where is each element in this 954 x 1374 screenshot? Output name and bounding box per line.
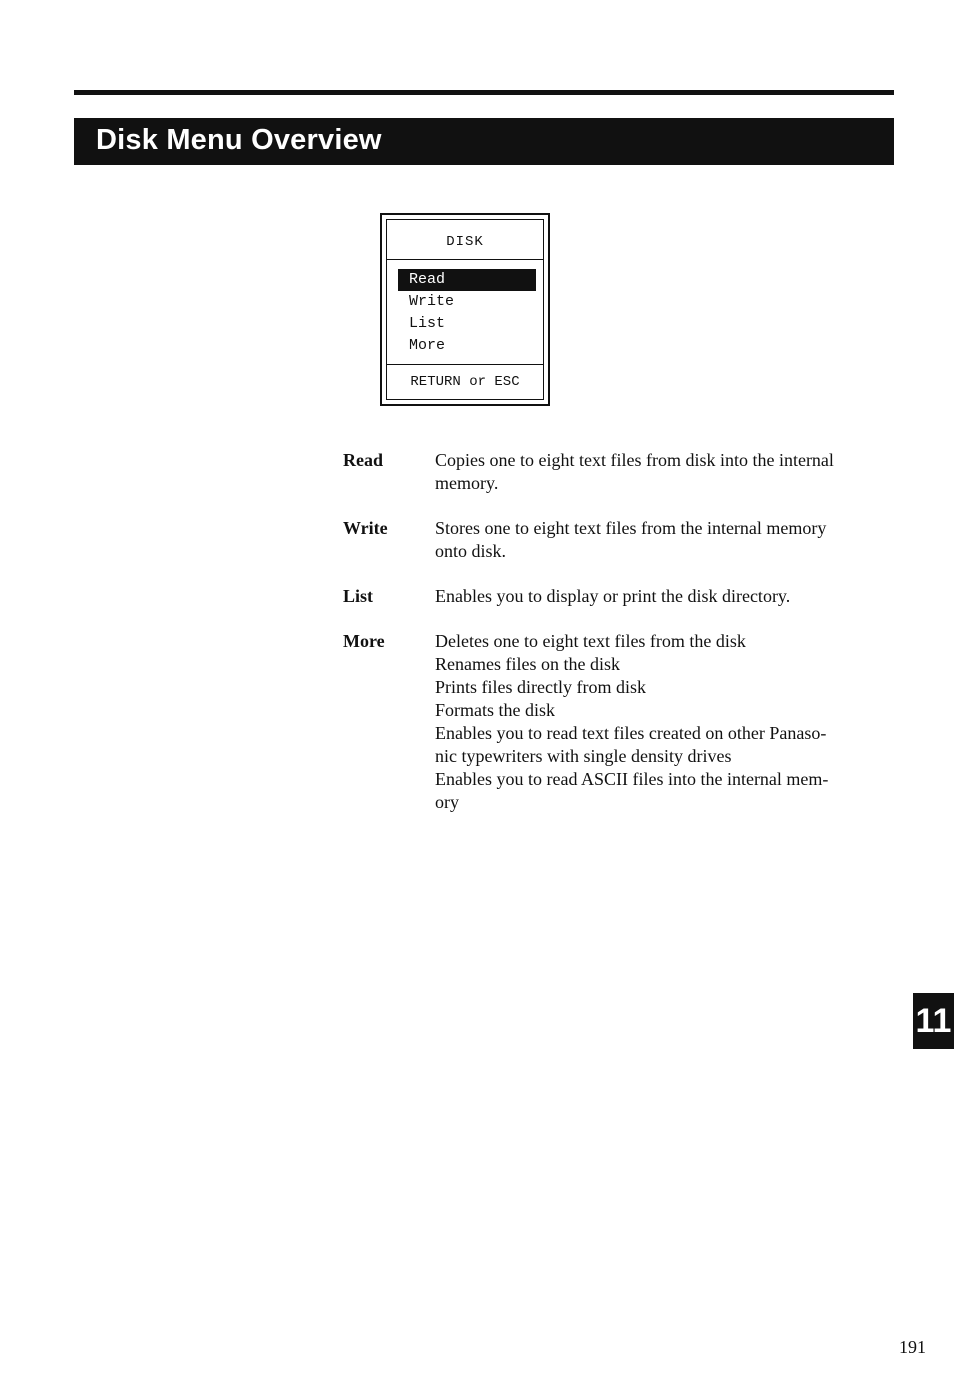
description-line: Deletes one to eight text files from the disk	[435, 631, 746, 651]
definition-term: More	[343, 631, 385, 651]
menu-item-read: Read	[398, 269, 536, 291]
menu-item-write: Write	[409, 293, 455, 310]
disk-menu-items	[398, 269, 536, 357]
description-line: Prints files directly from disk	[435, 677, 646, 697]
disk-menu-title: DISK	[446, 234, 484, 250]
definition-description	[435, 517, 898, 563]
chapter-tab: 11	[913, 993, 954, 1049]
definition-term: Read	[343, 450, 383, 470]
definition-term: Write	[343, 518, 388, 538]
page-number: 191	[899, 1337, 926, 1357]
definition-description	[435, 630, 898, 814]
description-line: Enables you to display or print the disk directory.	[435, 586, 791, 606]
description-line: onto disk.	[435, 541, 507, 561]
description-line: ory	[435, 792, 459, 812]
definition-term: List	[343, 586, 374, 606]
disk-menu-illustration	[380, 213, 550, 406]
definition-list-item	[343, 585, 898, 608]
page-title: Disk Menu Overview	[96, 124, 382, 156]
definition-more	[343, 630, 898, 814]
top-rule	[74, 90, 894, 95]
definition-list	[343, 449, 898, 836]
description-line: memory.	[435, 473, 499, 493]
definition-description	[435, 585, 898, 608]
menu-divider	[387, 259, 543, 260]
description-line: Enables you to read text files created on other Panaso-	[435, 723, 827, 743]
description-line: Renames files on the disk	[435, 654, 620, 674]
description-line: Enables you to read ASCII files into the internal mem-	[435, 769, 829, 789]
definition-description	[435, 449, 898, 495]
disk-menu-footer: RETURN or ESC	[410, 374, 520, 390]
description-line: Stores one to eight text files from the internal memory	[435, 518, 827, 538]
menu-item-list: List	[409, 315, 446, 332]
description-line: Copies one to eight text files from disk into the internal	[435, 450, 834, 470]
definition-write	[343, 517, 898, 563]
disk-menu-frame	[386, 219, 544, 400]
description-line: Formats the disk	[435, 700, 555, 720]
description-line: nic typewriters with single density drives	[435, 746, 732, 766]
definition-read	[343, 449, 898, 495]
menu-divider	[387, 364, 543, 365]
section-title-bar	[74, 118, 894, 165]
menu-item-more: More	[409, 337, 446, 354]
